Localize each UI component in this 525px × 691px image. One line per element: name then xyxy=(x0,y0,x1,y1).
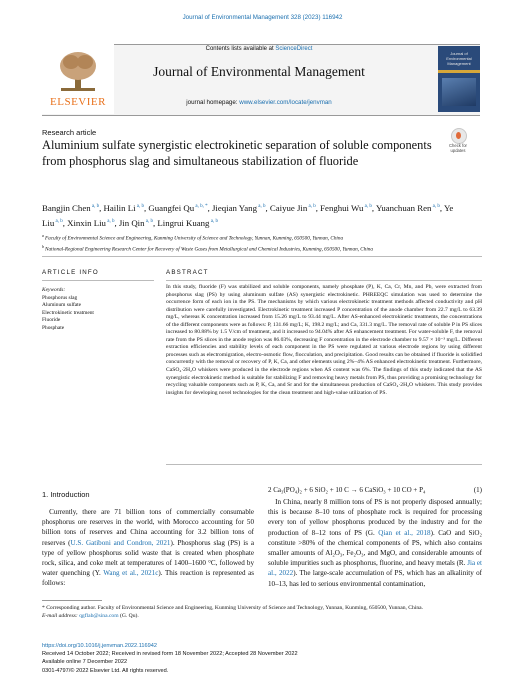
author-affiliation-mark[interactable]: a, b, * xyxy=(194,204,208,209)
author-affiliation-mark[interactable]: a, b xyxy=(256,204,266,209)
author-name[interactable]: Ye Liu xyxy=(42,202,454,228)
homepage-prefix: journal homepage: xyxy=(186,99,240,106)
email-suffix: (G. Qu). xyxy=(118,613,139,619)
keyword: Phosphate xyxy=(42,324,65,331)
check-for-updates-button[interactable] xyxy=(444,128,472,158)
equation-1 xyxy=(268,486,482,494)
affiliation: $^b$ National-Regional Engineering Research Center for Recovery of Waste Gases from Metallurgical and Chemical Industries, Kunming, 650500, Yunnan, China xyxy=(42,244,373,253)
article-info-heading: ARTICLE INFO xyxy=(42,269,99,276)
abstract-heading: ABSTRACT xyxy=(166,269,209,276)
contents-prefix: Contents lists available at xyxy=(205,46,276,52)
author-name[interactable]: Hailin Li xyxy=(103,202,136,213)
author-name[interactable]: Lingrui Kuang xyxy=(157,217,210,228)
affiliations xyxy=(42,232,482,254)
keyword: Electrokinetic treatment xyxy=(42,309,94,316)
keywords-block xyxy=(42,287,154,333)
article-title: Aluminium sulfate synergistic electrokinetic separation of soluble components from phosphorus slag and simultaneous stabilization of fluoride xyxy=(42,138,432,168)
check-updates-icon xyxy=(451,128,467,144)
tree-logo-icon xyxy=(55,48,101,94)
citation-link[interactable]: Wang et al., 2021c xyxy=(103,569,159,578)
divider xyxy=(42,280,154,281)
keyword: Phosphorus slag xyxy=(42,294,78,301)
author-list: Bangjin Chen $^{a, b}$, Hailin Li $^{a, b}$, Guangfei Qu $^{a, b, *}$, Jieqian Yang $^{a, b}$, Caiyue Jin $^{a, b}$, Fenghui Wu $^{a, b}$, Yuanchuan Ren $^{a, b}$, Ye Liu $^{a, b}$, Xinxin Liu $^{a, b}$, Jin Qin $^{a, b}$, Lingrui Kuang $^{a, b}$ xyxy=(42,202,454,228)
email-label: E-mail address: xyxy=(42,613,80,619)
author-affiliation-mark[interactable]: a, b xyxy=(54,218,63,224)
author-affiliation-mark[interactable]: a, b xyxy=(105,218,115,224)
author-affiliation-mark[interactable]: a, b xyxy=(90,204,100,209)
author-name[interactable]: Jin Qin xyxy=(118,217,145,228)
author-name[interactable]: Guangfei Qu xyxy=(148,202,195,213)
email-link[interactable]: qgflab@sina.com xyxy=(79,613,119,619)
intro-paragraph-1: Currently, there are 71 billion tons of commercially consumable phosphorus ore reserves in the world, with Morocco accounting for 50 billion tons of reserves and China accounting for 3.2 billion tons of reserves (U.S. Gatiboni and Condron, 2021). Phosphorus slag (PS) is a type of yellow phosphorus solid waste that is created when phosphate rock, silica, and coke melt at temperatures of 1400–1600 °C, followed by water quenching (Y. Wang et al., 2021c). This reaction is represented as follows: xyxy=(42,508,254,588)
author-name[interactable]: Fenghui Wu xyxy=(320,202,364,213)
author-affiliation-mark[interactable]: a, b xyxy=(135,204,145,209)
email-line xyxy=(42,612,482,620)
author-affiliation-mark[interactable]: a, b xyxy=(307,204,316,209)
cover-title: Journal of Environmental Management xyxy=(446,51,472,66)
author-name[interactable]: Bangjin Chen xyxy=(42,202,91,213)
doi-link[interactable]: https://doi.org/10.1016/j.jenvman.2022.116942 xyxy=(42,643,157,649)
intro-paragraph-2: In China, nearly 8 million tons of PS is not properly disposed annually; this is because 8–10 tons of phosphate rock is required for processing every ton of yellow phosphorus produced by the industry and for the production of 8–12 tons of PS (G. Qian et al., 2018). CaO and SiO₂ constitute >80% of the chemical components of PS, which also contains smaller amounts of Al₂O₃, Fe₂O₃, and MgO, and considerable amounts of soluble impurities such as phosphorus, fluorine, and heavy metals (R. Jia et al., 2022). The large-scale accumulation of PS, which has an alkalinity of 10–13, has led to serious environmental contamination, xyxy=(268,498,482,588)
cover-stripe xyxy=(438,70,480,73)
section-heading: 1. Introduction xyxy=(42,490,90,499)
sciencedirect-link[interactable]: ScienceDirect xyxy=(275,46,313,52)
keyword: Fluoride xyxy=(42,317,61,324)
author-affiliation-mark[interactable]: a, b xyxy=(144,218,154,224)
divider xyxy=(42,256,482,257)
copyright: 0301-4797/© 2022 Elsevier Ltd. All rights reserved. xyxy=(42,667,169,674)
author-affiliation-mark[interactable]: a, b xyxy=(431,204,440,209)
keyword: Aluminum sulfate xyxy=(42,302,82,309)
journal-homepage xyxy=(114,99,404,106)
elsevier-logo[interactable] xyxy=(42,44,114,114)
elsevier-wordmark: ELSEVIER xyxy=(50,96,106,108)
abstract-text: In this study, fluoride (F) was stabilized and soluble components, namely phosphate (P), K, Ca, Cr, Mn, and Pb, were extracted from phosphorus slag (PS) by using aluminum sulfate (AS) synergistic electrokinetic. PHREEQC simulation was used to determine the occurrence form of each ion in the PS. The mechanisms by which various electrokinetic treatment methods affected conductivity and pH distribution were carefully investigated. Electrokinetic treatment increased P concentration of the anode chamber from 22.7 mg/L to 63.39 mg/L, whereas K concentration increased from 15.26 mg/L to 93.44 mg/L. After AS-enhanced electrokinetic treatments, the concentrations of the different components were as follows: P, 131.66 mg/L; K, 198.2 mg/L; and Ca, 331.3 mg/L. The removal rate of soluble P in PS slices increased to 80.88% by 1.5 V/cm of treatment, and it increased to 94.04% after AS enhancement treatment. For water-soluble F, the removal rate from the PS slices in the anode region was 86.03%, decreasing F concentration in the electrode chamber to 9.57 × 10⁻³ mg/L. Different extraction efficiencies and stability levels of each component in the PS were regulated at various electrode regions by using different processes such as electromigration, electro-osmotic flow, flocculation, and precipitation. Good results can be obtained if fluoride is solidified concurrently with the removal or recovery of P, K, Ca, and other elements using 2%–4% AS enhanced electrokinetic treatment. Furthermore, CaSO₄·2H₂O whiskers were produced in the electrode regions when AS content was 6%. The findings of this study indicated that the AS synergistic electrokinetic method is suitable for stabilizing F and removing heavy metals from PS, thus providing a promising technology for recycling valuable components such as P, K, Ca, and Sr and for the simultaneous production of CaSO₄·2H₂O whiskers. This study provides insights for developing novel technologies for the clean treatment and high-value utilization of PS. xyxy=(166,284,482,396)
citation-link[interactable]: U.S. Gatiboni and Condron, 2021 xyxy=(70,538,171,547)
corresponding-author-note: * Corresponding author. Faculty of Environmental Science and Engineering, Kunming University of Science and Technology, Yunnan, Kunming, 650500, Yunnan, China. xyxy=(42,605,424,611)
footnote xyxy=(42,604,482,620)
homepage-link[interactable]: www.elsevier.com/locate/jenvman xyxy=(239,99,332,106)
keywords-label: Keywords: xyxy=(42,287,66,293)
journal-reference[interactable]: Journal of Environmental Management 328 (2023) 116942 xyxy=(182,14,343,21)
publication-info xyxy=(42,642,482,675)
author-name[interactable]: Xinxin Liu xyxy=(67,217,106,228)
cover-image xyxy=(442,78,476,106)
journal-name[interactable]: Journal of Environmental Management xyxy=(153,64,365,79)
author-name[interactable]: Caiyue Jin xyxy=(269,202,308,213)
divider xyxy=(166,280,482,281)
article-type: Research article xyxy=(42,128,97,137)
journal-cover[interactable] xyxy=(438,46,480,112)
equation-number: (1) xyxy=(473,486,482,494)
check-updates-label: Check for updates xyxy=(449,143,467,153)
author-name[interactable]: Yuanchuan Ren xyxy=(375,202,432,213)
divider xyxy=(166,464,482,465)
citation-link[interactable]: Jia et al., 2022 xyxy=(268,559,482,578)
affiliation: $^a$ Faculty of Environmental Science and Engineering, Kunming University of Science and Technology, Yunnan, Kunming, 650500, Yunnan, China xyxy=(42,233,344,242)
citation-link[interactable]: Qian et al., 2018 xyxy=(378,528,431,537)
received-dates: Received 14 October 2022; Received in revised form 18 November 2022; Accepted 28 November 2022 xyxy=(42,651,298,658)
author-name[interactable]: Jieqian Yang xyxy=(212,202,257,213)
author-affiliation-mark[interactable]: a, b xyxy=(363,204,372,209)
equation-text: 2 Ca₃(PO₄)₂ + 6 SiO₂ + 10 C → 6 CaSiO₃ + 10 CO + P₄ xyxy=(268,486,426,494)
author-affiliation-mark[interactable]: a, b xyxy=(209,218,218,224)
footnote-divider xyxy=(42,600,102,601)
available-online: Available online 7 December 2022 xyxy=(42,659,128,666)
contents-line xyxy=(114,46,404,52)
